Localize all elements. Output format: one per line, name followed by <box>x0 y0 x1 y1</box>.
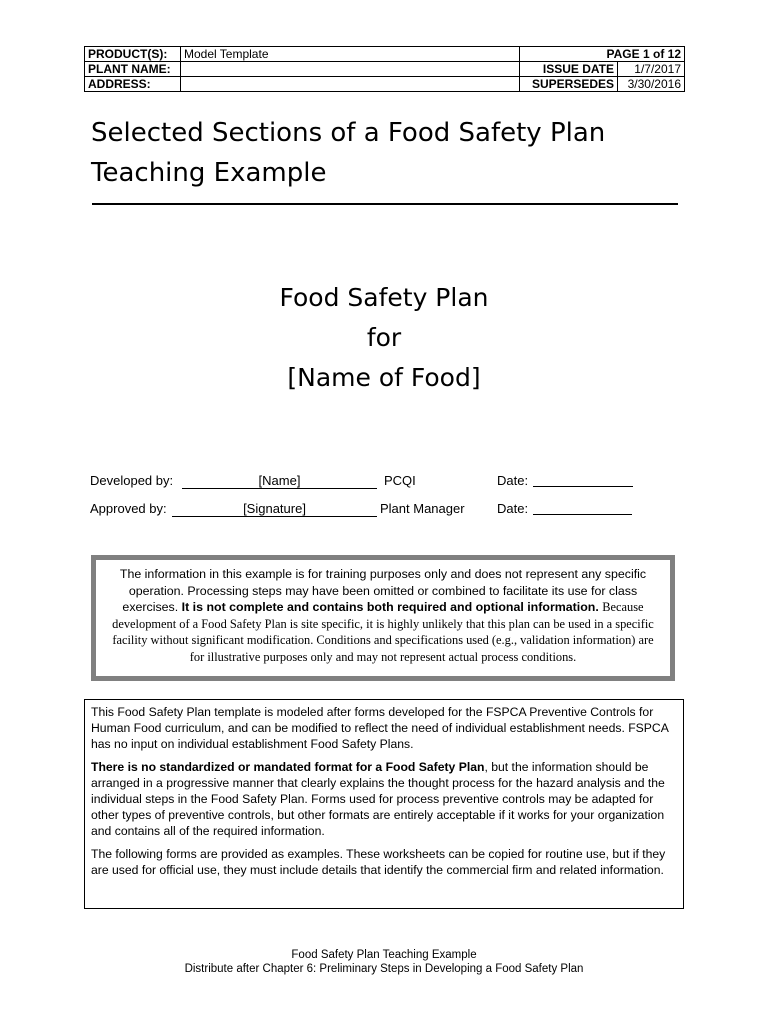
header-row-address <box>85 77 685 92</box>
address-label: ADDRESS: <box>85 77 181 92</box>
info-paragraph-2-bold: There is no standardized or mandated format for a Food Safety Plan <box>91 759 485 774</box>
disclaimer-text: The information in this example is for training purposes only and does not represent any specific operation. Processing steps may have been omitted or combined to facilitate its use for class exercises. <box>119 567 647 614</box>
info-paragraph-1: This Food Safety Plan template is modeled after forms developed for the FSPCA Preventive Controls for Human Food curriculum, and can be modified to reflect the need of individual establishment needs. FSPCA has no input on individual establishment Food Safety Plans. <box>91 705 669 752</box>
plant-name-label: PLANT NAME: <box>85 62 181 77</box>
disclaimer-bold-text: It is not complete and contains both required and optional information. <box>181 600 599 614</box>
approved-by-field[interactable] <box>172 501 377 517</box>
document-title <box>91 113 691 193</box>
issue-date-label: ISSUE DATE <box>520 62 618 77</box>
issue-date-value: 1/7/2017 <box>618 62 685 77</box>
developed-date-label: Date: <box>497 473 529 488</box>
plan-line-2: for <box>366 323 402 352</box>
title-line-1: Selected Sections of a Food Safety Plan <box>91 118 606 148</box>
plant-name-value <box>181 62 520 77</box>
developed-by-role: PCQI <box>384 473 416 488</box>
developed-by-field[interactable] <box>182 473 377 489</box>
developed-by-value: [Name] <box>182 473 377 489</box>
supersedes-value: 3/30/2016 <box>618 77 685 92</box>
plan-heading <box>0 278 768 398</box>
approved-by-label: Approved by: <box>90 501 167 516</box>
info-paragraph-2-text: , but the information should be arranged in a progressive manner that clearly explains the thought process for the hazard analysis and the individual steps in the Food Safety Plan. Forms used for process preventive controls may be adapted for other types of preventive controls, but other formats are entirely acceptable if it works for your organization and contains all of the required information. <box>91 759 665 839</box>
supersedes-label: SUPERSEDES <box>520 77 618 92</box>
approved-by-row <box>90 501 690 519</box>
approved-by-role: Plant Manager <box>380 501 465 516</box>
footer-line-2: Distribute after Chapter 6: Preliminary Steps in Developing a Food Safety Plan <box>184 963 584 975</box>
disclaimer-box <box>91 555 675 681</box>
header-row-plant <box>85 62 685 77</box>
product-label: PRODUCT(S): <box>85 47 181 62</box>
footer-line-1: Food Safety Plan Teaching Example <box>291 949 477 961</box>
template-info-box <box>84 699 684 909</box>
title-line-2: Teaching Example <box>91 158 327 188</box>
approved-date-label: Date: <box>497 501 529 516</box>
document-header-table <box>84 46 685 92</box>
developed-by-row <box>90 473 690 491</box>
approved-by-value: [Signature] <box>172 501 377 517</box>
address-value <box>181 77 520 92</box>
plan-line-3: [Name of Food] <box>287 363 481 392</box>
info-paragraph-3: The following forms are provided as examples. These worksheets can be copied for routine use, but if they are used for official use, they must include details that identify the commercial firm and related information. <box>91 846 666 877</box>
product-value: Model Template <box>181 47 520 62</box>
title-divider <box>92 203 678 205</box>
disclaimer-serif-text: Because development of a Food Safety Plan is site specific, it is highly unlikely that this plan can be used in a specific facility without significant modification. Conditions and specifications used (e.g., validation information) are for illustrative purposes only and may not represent actual process conditions. <box>112 600 654 664</box>
page-footer <box>0 948 768 976</box>
header-row-product <box>85 47 685 62</box>
developed-by-label: Developed by: <box>90 473 174 488</box>
plan-line-1: Food Safety Plan <box>279 283 489 312</box>
page-number: PAGE 1 of 12 <box>520 47 685 62</box>
info-paragraph-2 <box>91 759 677 840</box>
